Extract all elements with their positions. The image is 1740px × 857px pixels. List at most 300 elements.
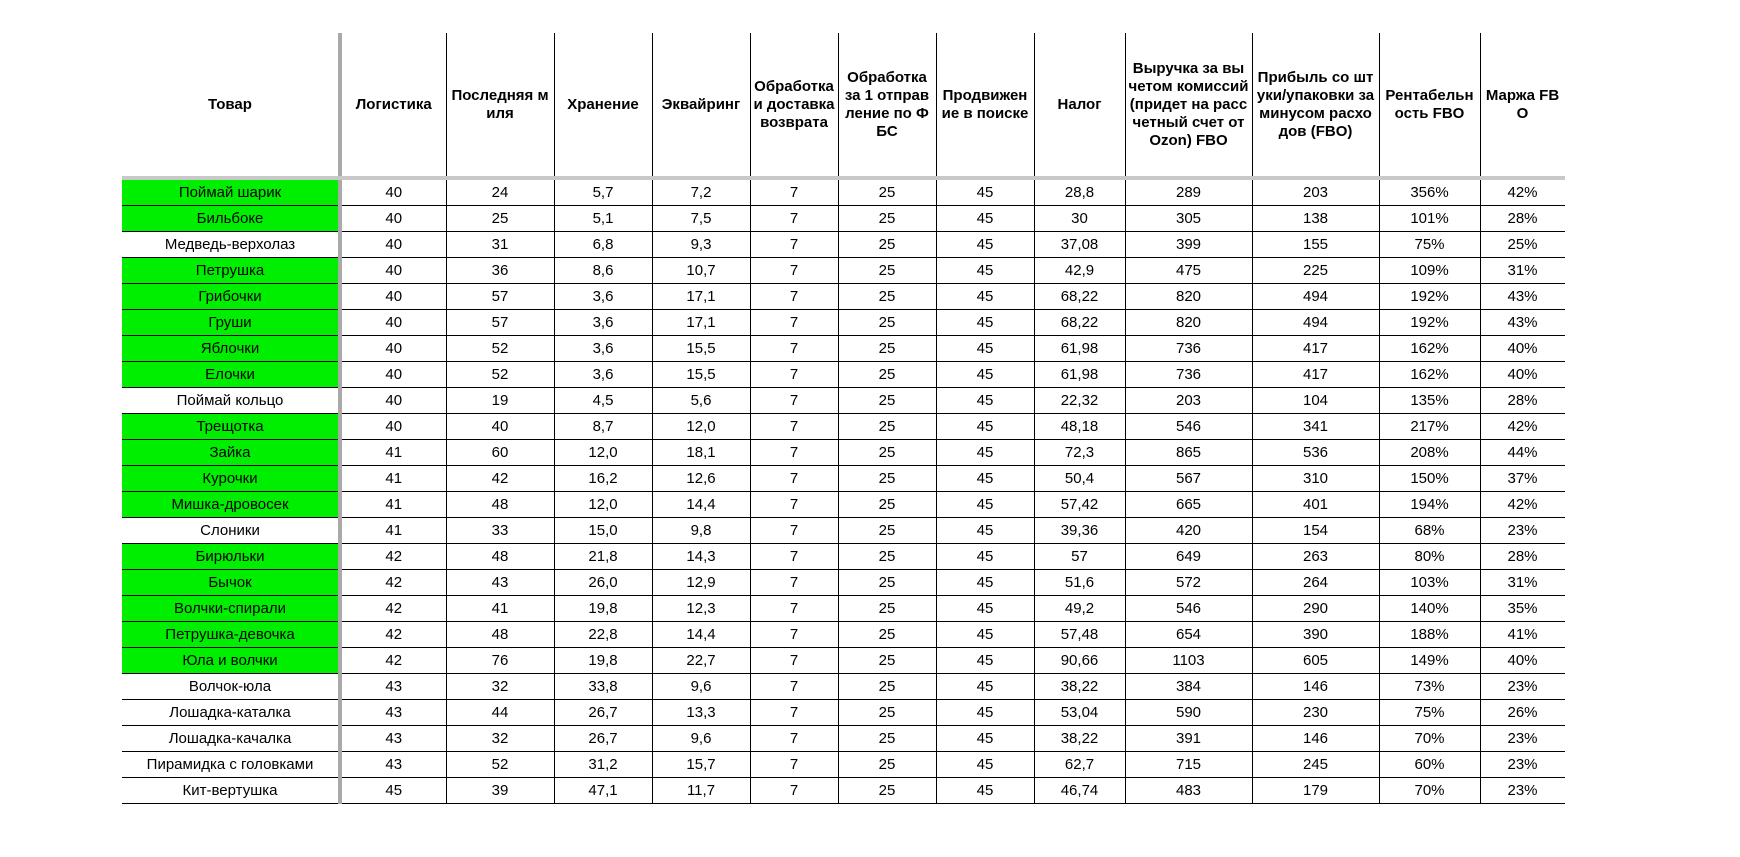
table-cell[interactable]: 715 [1125, 752, 1252, 778]
table-cell[interactable]: 28% [1480, 544, 1565, 570]
table-cell[interactable]: 39 [446, 778, 554, 804]
table-cell[interactable]: 14,4 [652, 622, 750, 648]
table-cell[interactable]: 43 [340, 726, 446, 752]
table-cell[interactable]: 72,3 [1034, 440, 1125, 466]
table-cell[interactable]: 47,1 [554, 778, 652, 804]
product-name-cell[interactable] [122, 206, 340, 232]
table-cell[interactable]: 12,6 [652, 466, 750, 492]
table-cell[interactable]: 40 [446, 414, 554, 440]
table-cell[interactable]: 649 [1125, 544, 1252, 570]
table-cell[interactable]: 736 [1125, 336, 1252, 362]
table-cell[interactable]: 15,5 [652, 336, 750, 362]
table-cell[interactable]: 5,7 [554, 178, 652, 206]
table-cell[interactable]: 45 [936, 726, 1034, 752]
product-name-cell[interactable] [122, 544, 340, 570]
table-cell[interactable]: 12,0 [554, 440, 652, 466]
product-name-cell[interactable] [122, 232, 340, 258]
table-cell[interactable]: 26,7 [554, 726, 652, 752]
table-cell[interactable]: 289 [1125, 178, 1252, 206]
product-name-cell[interactable] [122, 622, 340, 648]
product-name-cell[interactable] [122, 336, 340, 362]
table-cell[interactable]: 25 [838, 336, 936, 362]
table-cell[interactable]: 356% [1379, 178, 1480, 206]
table-cell[interactable]: 35% [1480, 596, 1565, 622]
table-cell[interactable]: 179 [1252, 778, 1379, 804]
product-name-cell[interactable] [122, 362, 340, 388]
table-cell[interactable]: 25 [838, 440, 936, 466]
table-cell[interactable]: 7 [750, 622, 838, 648]
table-cell[interactable]: 654 [1125, 622, 1252, 648]
table-cell[interactable]: 26,0 [554, 570, 652, 596]
table-cell[interactable]: 8,7 [554, 414, 652, 440]
table-cell[interactable]: 42 [446, 466, 554, 492]
table-cell[interactable]: 15,5 [652, 362, 750, 388]
table-cell[interactable]: 39,36 [1034, 518, 1125, 544]
table-cell[interactable]: 43 [340, 674, 446, 700]
table-cell[interactable]: 41 [340, 492, 446, 518]
table-cell[interactable]: 48 [446, 492, 554, 518]
table-cell[interactable]: 417 [1252, 336, 1379, 362]
table-cell[interactable]: 25 [838, 492, 936, 518]
product-name-cell[interactable] [122, 596, 340, 622]
table-cell[interactable]: 417 [1252, 362, 1379, 388]
table-cell[interactable]: 52 [446, 752, 554, 778]
table-cell[interactable]: 45 [936, 440, 1034, 466]
table-cell[interactable]: 43 [446, 570, 554, 596]
table-cell[interactable]: 384 [1125, 674, 1252, 700]
product-name-cell[interactable] [122, 466, 340, 492]
table-cell[interactable]: 17,1 [652, 310, 750, 336]
table-cell[interactable]: 155 [1252, 232, 1379, 258]
table-cell[interactable]: 42 [340, 570, 446, 596]
table-cell[interactable]: 12,3 [652, 596, 750, 622]
table-cell[interactable]: 605 [1252, 648, 1379, 674]
table-cell[interactable]: 45 [936, 492, 1034, 518]
table-cell[interactable]: 40 [340, 206, 446, 232]
table-cell[interactable]: 15,0 [554, 518, 652, 544]
table-cell[interactable]: 420 [1125, 518, 1252, 544]
table-cell[interactable]: 31% [1480, 570, 1565, 596]
table-cell[interactable]: 7 [750, 648, 838, 674]
table-cell[interactable]: 40 [340, 414, 446, 440]
table-cell[interactable]: 101% [1379, 206, 1480, 232]
table-cell[interactable]: 546 [1125, 414, 1252, 440]
table-cell[interactable]: 25 [838, 778, 936, 804]
table-cell[interactable]: 45 [340, 778, 446, 804]
table-cell[interactable]: 17,1 [652, 284, 750, 310]
table-cell[interactable]: 70% [1379, 726, 1480, 752]
table-cell[interactable]: 60 [446, 440, 554, 466]
table-cell[interactable]: 6,8 [554, 232, 652, 258]
table-cell[interactable]: 9,8 [652, 518, 750, 544]
table-cell[interactable]: 7,5 [652, 206, 750, 232]
table-cell[interactable]: 45 [936, 414, 1034, 440]
table-cell[interactable]: 7 [750, 778, 838, 804]
table-cell[interactable]: 13,3 [652, 700, 750, 726]
table-cell[interactable]: 57 [446, 284, 554, 310]
table-cell[interactable]: 28,8 [1034, 178, 1125, 206]
table-cell[interactable]: 44% [1480, 440, 1565, 466]
table-cell[interactable]: 25 [838, 544, 936, 570]
table-cell[interactable]: 45 [936, 570, 1034, 596]
table-cell[interactable]: 7 [750, 440, 838, 466]
table-cell[interactable]: 12,0 [652, 414, 750, 440]
table-cell[interactable]: 25 [838, 178, 936, 206]
table-cell[interactable]: 40 [340, 362, 446, 388]
table-cell[interactable]: 44 [446, 700, 554, 726]
table-cell[interactable]: 7,2 [652, 178, 750, 206]
table-cell[interactable]: 60% [1379, 752, 1480, 778]
product-name-cell[interactable] [122, 648, 340, 674]
table-cell[interactable]: 399 [1125, 232, 1252, 258]
table-cell[interactable]: 45 [936, 700, 1034, 726]
table-cell[interactable]: 45 [936, 258, 1034, 284]
table-cell[interactable]: 41 [340, 440, 446, 466]
product-name-cell[interactable] [122, 700, 340, 726]
table-cell[interactable]: 483 [1125, 778, 1252, 804]
table-cell[interactable]: 48,18 [1034, 414, 1125, 440]
table-cell[interactable]: 23% [1480, 778, 1565, 804]
table-cell[interactable]: 25 [838, 232, 936, 258]
table-cell[interactable]: 290 [1252, 596, 1379, 622]
table-cell[interactable]: 40 [340, 178, 446, 206]
product-name-cell[interactable] [122, 570, 340, 596]
table-cell[interactable]: 7 [750, 544, 838, 570]
table-cell[interactable]: 46,74 [1034, 778, 1125, 804]
table-cell[interactable]: 45 [936, 674, 1034, 700]
table-cell[interactable]: 25% [1480, 232, 1565, 258]
table-cell[interactable]: 3,6 [554, 336, 652, 362]
product-name-cell[interactable] [122, 388, 340, 414]
table-cell[interactable]: 23% [1480, 752, 1565, 778]
table-cell[interactable]: 45 [936, 362, 1034, 388]
table-cell[interactable]: 23% [1480, 726, 1565, 752]
product-name-cell[interactable] [122, 674, 340, 700]
table-cell[interactable]: 73% [1379, 674, 1480, 700]
table-cell[interactable]: 12,0 [554, 492, 652, 518]
table-cell[interactable]: 10,7 [652, 258, 750, 284]
table-cell[interactable]: 40 [340, 284, 446, 310]
table-cell[interactable]: 48 [446, 544, 554, 570]
table-cell[interactable]: 25 [838, 752, 936, 778]
product-name-cell[interactable] [122, 726, 340, 752]
table-cell[interactable]: 217% [1379, 414, 1480, 440]
table-cell[interactable]: 665 [1125, 492, 1252, 518]
table-cell[interactable]: 5,1 [554, 206, 652, 232]
table-cell[interactable]: 57,48 [1034, 622, 1125, 648]
table-cell[interactable]: 41 [446, 596, 554, 622]
table-cell[interactable]: 146 [1252, 674, 1379, 700]
table-cell[interactable]: 41% [1480, 622, 1565, 648]
table-cell[interactable]: 162% [1379, 362, 1480, 388]
table-cell[interactable]: 15,7 [652, 752, 750, 778]
product-name-cell[interactable] [122, 492, 340, 518]
table-cell[interactable]: 149% [1379, 648, 1480, 674]
table-cell[interactable]: 820 [1125, 284, 1252, 310]
table-cell[interactable]: 51,6 [1034, 570, 1125, 596]
table-cell[interactable]: 42 [340, 648, 446, 674]
table-cell[interactable]: 820 [1125, 310, 1252, 336]
table-cell[interactable]: 31 [446, 232, 554, 258]
table-cell[interactable]: 154 [1252, 518, 1379, 544]
table-cell[interactable]: 7 [750, 258, 838, 284]
table-cell[interactable]: 38,22 [1034, 674, 1125, 700]
table-cell[interactable]: 45 [936, 648, 1034, 674]
table-cell[interactable]: 7 [750, 206, 838, 232]
table-cell[interactable]: 62,7 [1034, 752, 1125, 778]
table-cell[interactable]: 45 [936, 596, 1034, 622]
table-cell[interactable]: 194% [1379, 492, 1480, 518]
table-cell[interactable]: 7 [750, 284, 838, 310]
table-cell[interactable]: 32 [446, 726, 554, 752]
table-cell[interactable]: 80% [1379, 544, 1480, 570]
table-cell[interactable]: 31% [1480, 258, 1565, 284]
table-cell[interactable]: 25 [838, 206, 936, 232]
table-cell[interactable]: 24 [446, 178, 554, 206]
table-cell[interactable]: 68,22 [1034, 310, 1125, 336]
table-cell[interactable]: 572 [1125, 570, 1252, 596]
table-cell[interactable]: 188% [1379, 622, 1480, 648]
table-cell[interactable]: 5,6 [652, 388, 750, 414]
table-cell[interactable]: 9,6 [652, 726, 750, 752]
table-cell[interactable]: 109% [1379, 258, 1480, 284]
table-cell[interactable]: 70% [1379, 778, 1480, 804]
table-cell[interactable]: 146 [1252, 726, 1379, 752]
table-cell[interactable]: 25 [838, 466, 936, 492]
table-cell[interactable]: 40 [340, 310, 446, 336]
table-cell[interactable]: 25 [838, 596, 936, 622]
table-cell[interactable]: 104 [1252, 388, 1379, 414]
table-cell[interactable]: 33,8 [554, 674, 652, 700]
table-cell[interactable]: 40% [1480, 336, 1565, 362]
table-cell[interactable]: 138 [1252, 206, 1379, 232]
table-cell[interactable]: 41 [340, 518, 446, 544]
table-cell[interactable]: 40 [340, 388, 446, 414]
table-cell[interactable]: 7 [750, 726, 838, 752]
product-name-cell[interactable] [122, 518, 340, 544]
table-cell[interactable]: 61,98 [1034, 336, 1125, 362]
table-cell[interactable]: 162% [1379, 336, 1480, 362]
table-cell[interactable]: 567 [1125, 466, 1252, 492]
table-cell[interactable]: 28% [1480, 388, 1565, 414]
table-cell[interactable]: 90,66 [1034, 648, 1125, 674]
table-cell[interactable]: 40 [340, 258, 446, 284]
table-cell[interactable]: 41 [340, 466, 446, 492]
product-name-cell[interactable] [122, 258, 340, 284]
table-cell[interactable]: 25 [838, 700, 936, 726]
table-cell[interactable]: 48 [446, 622, 554, 648]
table-cell[interactable]: 40 [340, 336, 446, 362]
table-cell[interactable]: 42 [340, 596, 446, 622]
table-cell[interactable]: 76 [446, 648, 554, 674]
table-cell[interactable]: 68,22 [1034, 284, 1125, 310]
table-cell[interactable]: 140% [1379, 596, 1480, 622]
table-cell[interactable]: 865 [1125, 440, 1252, 466]
table-cell[interactable]: 26% [1480, 700, 1565, 726]
table-cell[interactable]: 22,32 [1034, 388, 1125, 414]
table-cell[interactable]: 38,22 [1034, 726, 1125, 752]
table-cell[interactable]: 32 [446, 674, 554, 700]
table-cell[interactable]: 23% [1480, 518, 1565, 544]
table-cell[interactable]: 4,5 [554, 388, 652, 414]
table-cell[interactable]: 546 [1125, 596, 1252, 622]
product-name-cell[interactable] [122, 284, 340, 310]
table-cell[interactable]: 42% [1480, 414, 1565, 440]
table-cell[interactable]: 53,04 [1034, 700, 1125, 726]
table-cell[interactable]: 7 [750, 674, 838, 700]
table-cell[interactable]: 3,6 [554, 362, 652, 388]
product-name-cell[interactable] [122, 178, 340, 206]
table-cell[interactable]: 45 [936, 518, 1034, 544]
table-cell[interactable]: 57 [1034, 544, 1125, 570]
table-cell[interactable]: 45 [936, 284, 1034, 310]
table-cell[interactable]: 22,7 [652, 648, 750, 674]
table-cell[interactable]: 50,4 [1034, 466, 1125, 492]
table-cell[interactable]: 45 [936, 466, 1034, 492]
table-cell[interactable]: 57,42 [1034, 492, 1125, 518]
table-cell[interactable]: 192% [1379, 284, 1480, 310]
table-cell[interactable]: 341 [1252, 414, 1379, 440]
table-cell[interactable]: 45 [936, 622, 1034, 648]
product-name-cell[interactable] [122, 778, 340, 804]
table-cell[interactable]: 536 [1252, 440, 1379, 466]
table-cell[interactable]: 43 [340, 752, 446, 778]
table-cell[interactable]: 7 [750, 310, 838, 336]
table-cell[interactable]: 7 [750, 414, 838, 440]
table-cell[interactable]: 45 [936, 310, 1034, 336]
table-cell[interactable]: 7 [750, 700, 838, 726]
product-name-cell[interactable] [122, 310, 340, 336]
table-cell[interactable]: 7 [750, 466, 838, 492]
table-cell[interactable]: 25 [838, 284, 936, 310]
table-cell[interactable]: 391 [1125, 726, 1252, 752]
table-cell[interactable]: 45 [936, 778, 1034, 804]
table-cell[interactable]: 25 [838, 570, 936, 596]
table-cell[interactable]: 225 [1252, 258, 1379, 284]
table-cell[interactable]: 28% [1480, 206, 1565, 232]
table-cell[interactable]: 475 [1125, 258, 1252, 284]
table-cell[interactable]: 9,3 [652, 232, 750, 258]
table-cell[interactable]: 590 [1125, 700, 1252, 726]
table-cell[interactable]: 310 [1252, 466, 1379, 492]
table-cell[interactable]: 25 [838, 310, 936, 336]
table-cell[interactable]: 23% [1480, 674, 1565, 700]
table-cell[interactable]: 150% [1379, 466, 1480, 492]
table-cell[interactable]: 14,3 [652, 544, 750, 570]
table-cell[interactable]: 25 [838, 726, 936, 752]
table-cell[interactable]: 135% [1379, 388, 1480, 414]
table-cell[interactable]: 14,4 [652, 492, 750, 518]
table-cell[interactable]: 45 [936, 336, 1034, 362]
table-cell[interactable]: 25 [838, 622, 936, 648]
product-name-cell[interactable] [122, 440, 340, 466]
table-cell[interactable]: 7 [750, 178, 838, 206]
table-cell[interactable]: 33 [446, 518, 554, 544]
table-cell[interactable]: 7 [750, 518, 838, 544]
table-cell[interactable]: 31,2 [554, 752, 652, 778]
table-cell[interactable]: 103% [1379, 570, 1480, 596]
table-cell[interactable]: 37% [1480, 466, 1565, 492]
table-cell[interactable]: 40% [1480, 648, 1565, 674]
table-cell[interactable]: 43 [340, 700, 446, 726]
table-cell[interactable]: 37,08 [1034, 232, 1125, 258]
table-cell[interactable]: 19,8 [554, 596, 652, 622]
table-cell[interactable]: 45 [936, 206, 1034, 232]
table-cell[interactable]: 203 [1125, 388, 1252, 414]
table-cell[interactable]: 43% [1480, 310, 1565, 336]
table-cell[interactable]: 7 [750, 362, 838, 388]
table-cell[interactable]: 7 [750, 570, 838, 596]
table-cell[interactable]: 42% [1480, 178, 1565, 206]
table-cell[interactable]: 43% [1480, 284, 1565, 310]
table-cell[interactable]: 8,6 [554, 258, 652, 284]
table-cell[interactable]: 42% [1480, 492, 1565, 518]
table-cell[interactable]: 30 [1034, 206, 1125, 232]
table-cell[interactable]: 11,7 [652, 778, 750, 804]
table-cell[interactable]: 736 [1125, 362, 1252, 388]
table-cell[interactable]: 25 [446, 206, 554, 232]
table-cell[interactable]: 245 [1252, 752, 1379, 778]
table-cell[interactable]: 42 [340, 622, 446, 648]
table-cell[interactable]: 25 [838, 362, 936, 388]
table-cell[interactable]: 3,6 [554, 284, 652, 310]
table-cell[interactable]: 42,9 [1034, 258, 1125, 284]
table-cell[interactable]: 49,2 [1034, 596, 1125, 622]
table-cell[interactable]: 26,7 [554, 700, 652, 726]
table-cell[interactable]: 305 [1125, 206, 1252, 232]
table-cell[interactable]: 25 [838, 518, 936, 544]
table-cell[interactable]: 494 [1252, 310, 1379, 336]
table-cell[interactable]: 7 [750, 336, 838, 362]
table-cell[interactable]: 68% [1379, 518, 1480, 544]
product-name-cell[interactable] [122, 414, 340, 440]
table-cell[interactable]: 75% [1379, 232, 1480, 258]
table-cell[interactable]: 192% [1379, 310, 1480, 336]
table-cell[interactable]: 25 [838, 674, 936, 700]
table-cell[interactable]: 25 [838, 414, 936, 440]
table-cell[interactable]: 3,6 [554, 310, 652, 336]
table-cell[interactable]: 45 [936, 752, 1034, 778]
table-cell[interactable]: 25 [838, 258, 936, 284]
table-cell[interactable]: 203 [1252, 178, 1379, 206]
table-cell[interactable]: 45 [936, 544, 1034, 570]
table-cell[interactable]: 16,2 [554, 466, 652, 492]
table-cell[interactable]: 45 [936, 178, 1034, 206]
table-cell[interactable]: 19 [446, 388, 554, 414]
table-cell[interactable]: 36 [446, 258, 554, 284]
table-cell[interactable]: 52 [446, 336, 554, 362]
table-cell[interactable]: 61,98 [1034, 362, 1125, 388]
table-cell[interactable]: 390 [1252, 622, 1379, 648]
table-cell[interactable]: 208% [1379, 440, 1480, 466]
table-cell[interactable]: 494 [1252, 284, 1379, 310]
table-cell[interactable]: 75% [1379, 700, 1480, 726]
table-cell[interactable]: 42 [340, 544, 446, 570]
table-cell[interactable]: 40 [340, 232, 446, 258]
table-cell[interactable]: 45 [936, 388, 1034, 414]
table-cell[interactable]: 52 [446, 362, 554, 388]
table-cell[interactable]: 1103 [1125, 648, 1252, 674]
table-cell[interactable]: 25 [838, 648, 936, 674]
table-cell[interactable]: 230 [1252, 700, 1379, 726]
table-cell[interactable]: 45 [936, 232, 1034, 258]
table-cell[interactable]: 19,8 [554, 648, 652, 674]
table-cell[interactable]: 264 [1252, 570, 1379, 596]
table-cell[interactable]: 18,1 [652, 440, 750, 466]
table-cell[interactable]: 7 [750, 752, 838, 778]
table-cell[interactable]: 12,9 [652, 570, 750, 596]
table-cell[interactable]: 57 [446, 310, 554, 336]
